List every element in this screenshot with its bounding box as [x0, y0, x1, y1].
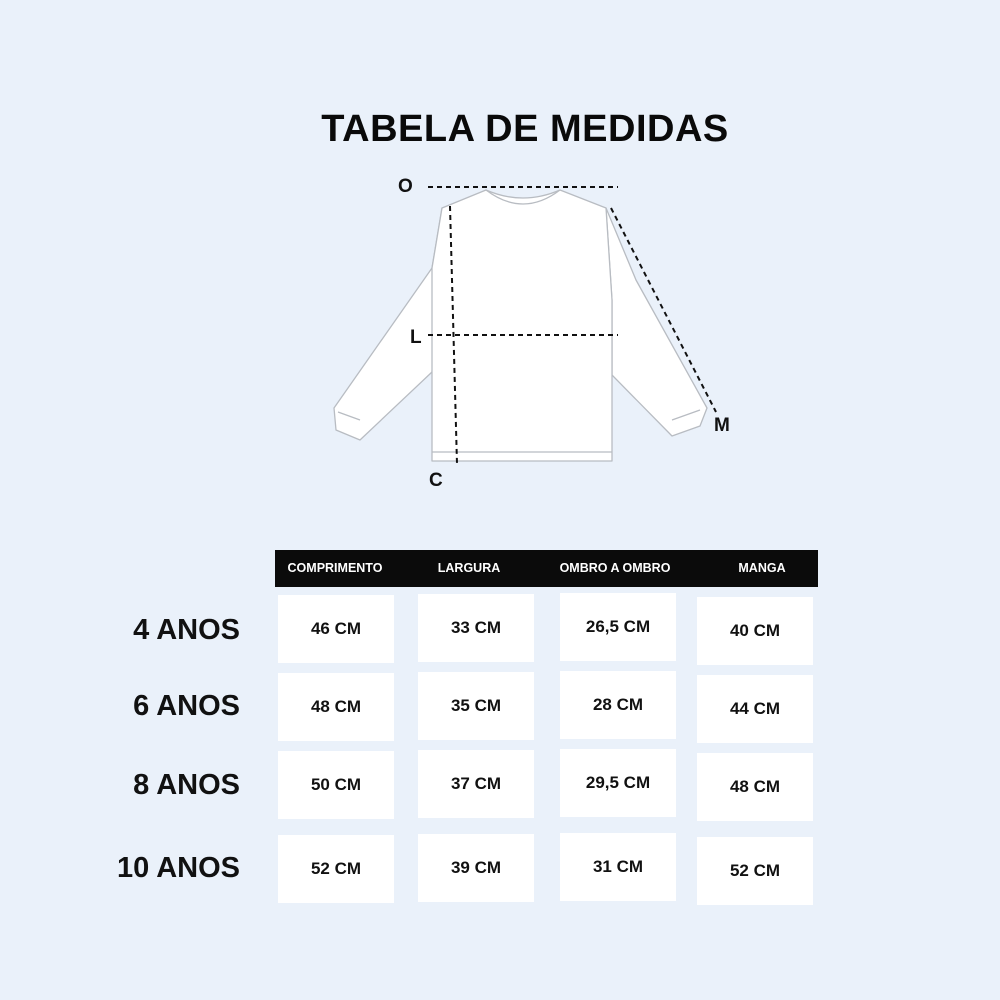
table-cell: 50 CM: [278, 751, 394, 819]
table-cell: 28 CM: [560, 671, 676, 739]
row-label: 8 ANOS: [133, 769, 240, 801]
table-cell: 40 CM: [697, 597, 813, 665]
table-cell: 26,5 CM: [560, 593, 676, 661]
row-label: 10 ANOS: [116, 852, 240, 884]
row-label: 6 ANOS: [133, 690, 240, 722]
measure-label-o: O: [398, 176, 413, 197]
table-cell: 48 CM: [278, 673, 394, 741]
table-cell: 46 CM: [278, 595, 394, 663]
table-cell: 33 CM: [418, 594, 534, 662]
table-cell: 39 CM: [418, 834, 534, 902]
table-cell: 52 CM: [697, 837, 813, 905]
table-cell: 48 CM: [697, 753, 813, 821]
table-cell: 35 CM: [418, 672, 534, 740]
measure-label-l: L: [410, 327, 422, 348]
header-manga: MANGA: [738, 561, 786, 575]
header-largura: LARGURA: [437, 561, 501, 575]
page-title: TABELA DE MEDIDAS: [321, 108, 729, 150]
measure-label-m: M: [714, 415, 730, 436]
table-cell: 29,5 CM: [560, 749, 676, 817]
header-comprimento: COMPRIMENTO: [287, 561, 383, 575]
measure-label-c: C: [429, 470, 443, 491]
table-cell: 37 CM: [418, 750, 534, 818]
table-cell: 44 CM: [697, 675, 813, 743]
row-label: 4 ANOS: [133, 614, 240, 646]
table-cell: 31 CM: [560, 833, 676, 901]
table-header: [275, 550, 818, 587]
shirt-outline-icon: [334, 190, 707, 461]
table-cell: 52 CM: [278, 835, 394, 903]
header-ombro-a-ombro: OMBRO A OMBRO: [559, 561, 671, 575]
